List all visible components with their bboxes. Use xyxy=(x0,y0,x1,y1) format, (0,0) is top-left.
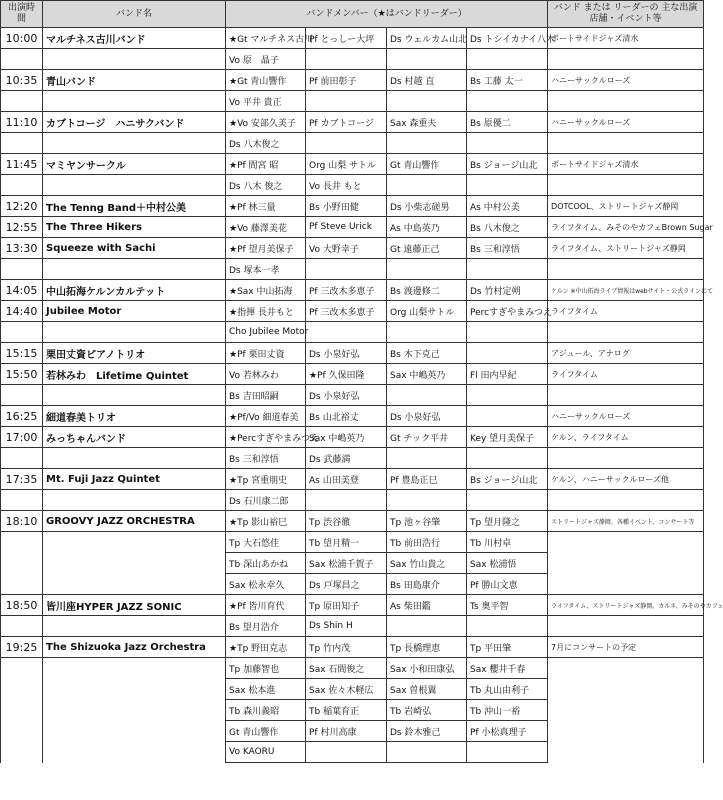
member-cell: Tb 前田浩行 xyxy=(387,532,467,553)
time-cell: 16:25 xyxy=(1,406,43,427)
member-cell: Sax 松浦千賀子 xyxy=(306,553,387,574)
member-cell: Sax 松浦悟 xyxy=(467,553,548,574)
time-cell xyxy=(1,553,43,574)
time-cell xyxy=(1,679,43,700)
venue-cell: ポートサイドジャズ清水 xyxy=(548,28,704,49)
member-cell: ★Pf 間宮 昭 xyxy=(226,154,306,175)
member-cell: Bs 三和淳悟 xyxy=(226,448,306,469)
member-cell: ★Pf 栗田丈資 xyxy=(226,343,306,364)
member-cell xyxy=(387,322,467,343)
member-cell: Sax 石間俊之 xyxy=(306,658,387,679)
table-row xyxy=(1,448,704,469)
member-cell: Sax 櫻井千春 xyxy=(467,658,548,679)
member-cell: Ds 小柴志磋男 xyxy=(387,196,467,217)
member-cell: Bs 八木俊之 xyxy=(467,217,548,238)
table-row xyxy=(1,511,704,532)
member-cell xyxy=(467,49,548,70)
band-name-cell xyxy=(43,175,226,196)
member-cell: ★指揮 長井もと xyxy=(226,301,306,322)
time-cell xyxy=(1,658,43,679)
band-name-cell xyxy=(43,574,226,595)
table-row xyxy=(1,280,704,301)
band-name-cell: マルチネス古川バンド xyxy=(43,28,226,49)
time-cell: 17:00 xyxy=(1,427,43,448)
venue-cell: ハニーサックルローズ xyxy=(548,70,704,91)
member-cell xyxy=(387,742,467,763)
band-name-cell: カブトコージ ハニサクバンド xyxy=(43,112,226,133)
member-cell: ★Tp 野田克志 xyxy=(226,637,306,658)
time-cell: 10:00 xyxy=(1,28,43,49)
member-cell: ★Sax 中山拓海 xyxy=(226,280,306,301)
member-cell: ★Pf 望月美保子 xyxy=(226,238,306,259)
venue-cell: ライフタイム、ストリートジャズ静岡、カルネ、みそのやカフェ xyxy=(548,595,704,616)
member-cell: Org 山梨 サトル xyxy=(306,154,387,175)
time-cell: 15:50 xyxy=(1,364,43,385)
member-cell: Ds 石川康二郎 xyxy=(226,490,306,511)
member-cell: Ds 塚本一孝 xyxy=(226,259,306,280)
table-row xyxy=(1,553,704,574)
member-cell: Bs 望月浩介 xyxy=(226,616,306,637)
member-cell: Bs 田島康介 xyxy=(387,574,467,595)
member-cell xyxy=(306,91,387,112)
venue-cell: ケルン ※中山拓海ライブ情報はwebサイト・公式ラインにて xyxy=(548,280,704,301)
time-cell: 11:45 xyxy=(1,154,43,175)
member-cell xyxy=(306,259,387,280)
table-row xyxy=(1,700,704,721)
venue-cell xyxy=(548,574,704,595)
member-cell xyxy=(467,322,548,343)
band-name-cell: Mt. Fuji Jazz Quintet xyxy=(43,469,226,490)
member-cell xyxy=(387,616,467,637)
time-cell xyxy=(1,532,43,553)
member-cell xyxy=(467,259,548,280)
member-cell: ★Gt マルチネス古川 xyxy=(226,28,306,49)
member-cell: Tp 平田肇 xyxy=(467,637,548,658)
member-cell xyxy=(467,742,548,763)
member-cell: As 山田美登 xyxy=(306,469,387,490)
member-cell: Tp 大石悠佳 xyxy=(226,532,306,553)
time-cell xyxy=(1,574,43,595)
member-cell: Ds ウェルカム山北 xyxy=(387,28,467,49)
member-cell xyxy=(467,448,548,469)
band-name-cell: 皆川座HYPER JAZZ SONIC xyxy=(43,595,226,616)
member-cell: Pf 前田彰子 xyxy=(306,70,387,91)
member-cell: Pf 勝山文恵 xyxy=(467,574,548,595)
member-cell xyxy=(387,448,467,469)
member-cell xyxy=(467,91,548,112)
time-cell: 15:15 xyxy=(1,343,43,364)
member-cell: Ds 八木俊之 xyxy=(226,133,306,154)
band-name-cell xyxy=(43,721,226,742)
venue-cell: ハニーサックルローズ xyxy=(548,406,704,427)
member-cell: ★Tp 影山裕巳 xyxy=(226,511,306,532)
member-cell: Tb 稲葉育正 xyxy=(306,700,387,721)
venue-cell xyxy=(548,532,704,553)
member-cell: Sax 竹山貴之 xyxy=(387,553,467,574)
table-row xyxy=(1,175,704,196)
table-row xyxy=(1,658,704,679)
table-row xyxy=(1,490,704,511)
venue-cell xyxy=(548,721,704,742)
members-header: バンドメンバー（★はバンドリーダー） xyxy=(226,1,548,28)
member-cell: Sax 佐々木軽広 xyxy=(306,679,387,700)
member-cell: Fl 田内早紀 xyxy=(467,364,548,385)
member-cell xyxy=(387,490,467,511)
time-cell: 19:25 xyxy=(1,637,43,658)
member-cell: Ds 小泉好弘 xyxy=(387,406,467,427)
member-cell: Bs ジョージ山北 xyxy=(467,154,548,175)
table-row xyxy=(1,364,704,385)
member-cell: Pf 三改木多恵子 xyxy=(306,280,387,301)
member-cell: Gt 遠藤正己 xyxy=(387,238,467,259)
venue-cell xyxy=(548,91,704,112)
member-cell: Sax 森重夫 xyxy=(387,112,467,133)
band-name-cell xyxy=(43,133,226,154)
member-cell xyxy=(467,406,548,427)
schedule-body xyxy=(1,28,723,763)
table-row xyxy=(1,679,704,700)
venue-cell xyxy=(548,490,704,511)
member-cell xyxy=(306,490,387,511)
venue-cell: アジュール、アナログ xyxy=(548,343,704,364)
table-row xyxy=(1,70,704,91)
member-cell: ★Percすぎやまみつえ xyxy=(226,427,306,448)
member-cell: Tb 望月精一 xyxy=(306,532,387,553)
band-name-cell: みっちゃんバンド xyxy=(43,427,226,448)
member-cell: Vo 原 晶子 xyxy=(226,49,306,70)
band-name-cell: 細道春美トリオ xyxy=(43,406,226,427)
band-name-cell xyxy=(43,742,226,763)
venue-cell xyxy=(548,322,704,343)
table-row xyxy=(1,469,704,490)
time-cell: 10:35 xyxy=(1,70,43,91)
member-cell: Vo 平井 貴正 xyxy=(226,91,306,112)
member-cell xyxy=(306,49,387,70)
table-row xyxy=(1,637,704,658)
member-cell: Bs 渡邊修二 xyxy=(387,280,467,301)
member-cell: Sax 曽根翼 xyxy=(387,679,467,700)
member-cell: ★Pf 久保田隆 xyxy=(306,364,387,385)
member-cell: Ds 竹村定朔 xyxy=(467,280,548,301)
venue-cell: ケルン、ライフタイム xyxy=(548,427,704,448)
table-row xyxy=(1,742,704,763)
member-cell: Bs 三和淳悟 xyxy=(467,238,548,259)
member-cell: Bs 工藤 太一 xyxy=(467,70,548,91)
venue-header: バンド または リーダーの 主な出演店舗・イベント等 xyxy=(548,1,704,28)
member-cell: Pf 豊島正巳 xyxy=(387,469,467,490)
time-cell: 14:05 xyxy=(1,280,43,301)
time-cell: 11:10 xyxy=(1,112,43,133)
time-cell xyxy=(1,721,43,742)
venue-cell xyxy=(548,553,704,574)
member-cell xyxy=(387,175,467,196)
table-row xyxy=(1,112,704,133)
member-cell: Ds 村越 直 xyxy=(387,70,467,91)
table-row xyxy=(1,406,704,427)
member-cell xyxy=(387,133,467,154)
member-cell: Bs 原優二 xyxy=(467,112,548,133)
member-cell: Ds 小泉好弘 xyxy=(306,343,387,364)
band-name-cell xyxy=(43,532,226,553)
table-row xyxy=(1,238,704,259)
member-cell: Vo 大野幸子 xyxy=(306,238,387,259)
time-cell xyxy=(1,448,43,469)
member-cell xyxy=(306,133,387,154)
time-cell xyxy=(1,259,43,280)
venue-cell: DOTCOOL、ストリートジャズ静岡 xyxy=(548,196,704,217)
band-name-cell: マミヤンサークル xyxy=(43,154,226,175)
band-name-cell: 若林みわ Lifetime Quintet xyxy=(43,364,226,385)
time-cell: 13:30 xyxy=(1,238,43,259)
venue-cell: ライフタイム xyxy=(548,364,704,385)
venue-cell xyxy=(548,385,704,406)
venue-cell xyxy=(548,679,704,700)
member-cell: Tp 長橋理恵 xyxy=(387,637,467,658)
time-cell xyxy=(1,385,43,406)
venue-cell xyxy=(548,700,704,721)
member-cell: ★Pf 皆川育代 xyxy=(226,595,306,616)
member-cell: Bs 山北裕丈 xyxy=(306,406,387,427)
venue-cell xyxy=(548,175,704,196)
member-cell: Ts 奥平智 xyxy=(467,595,548,616)
member-cell: Tb 岩崎弘 xyxy=(387,700,467,721)
band-name-cell: GROOVY JAZZ ORCHESTRA xyxy=(43,511,226,532)
venue-cell: ポートサイドジャズ清水 xyxy=(548,154,704,175)
member-cell: ★Pf 林三量 xyxy=(226,196,306,217)
table-row xyxy=(1,259,704,280)
band-name-cell xyxy=(43,679,226,700)
member-cell xyxy=(387,91,467,112)
band-name-cell: The Shizuoka Jazz Orchestra xyxy=(43,637,226,658)
band-name-cell xyxy=(43,490,226,511)
band-name-cell xyxy=(43,259,226,280)
time-cell xyxy=(1,322,43,343)
venue-cell: ライフタイム xyxy=(548,301,704,322)
member-cell: Pf 三改木多恵子 xyxy=(306,301,387,322)
member-cell: Vo 若林みわ xyxy=(226,364,306,385)
time-cell: 18:50 xyxy=(1,595,43,616)
band-name-cell xyxy=(43,49,226,70)
member-cell: Pf 小松真理子 xyxy=(467,721,548,742)
member-cell xyxy=(306,742,387,763)
member-cell: ★Vo 藤澤美花 xyxy=(226,217,306,238)
band-name-cell: Jubilee Motor xyxy=(43,301,226,322)
table-row xyxy=(1,301,704,322)
venue-cell xyxy=(548,658,704,679)
member-cell: Vo 長井 もと xyxy=(306,175,387,196)
time-cell: 18:10 xyxy=(1,511,43,532)
member-cell: As 中村公美 xyxy=(467,196,548,217)
member-cell: Vo KAORU xyxy=(226,742,306,763)
table-row xyxy=(1,574,704,595)
venue-cell xyxy=(548,133,704,154)
time-header: 出演時間 xyxy=(1,1,43,28)
member-cell: Tb 沖山一裕 xyxy=(467,700,548,721)
time-cell xyxy=(1,175,43,196)
member-cell: Tp 加藤智也 xyxy=(226,658,306,679)
table-row xyxy=(1,385,704,406)
venue-cell xyxy=(548,616,704,637)
table-row xyxy=(1,91,704,112)
member-cell: Key 望月美保子 xyxy=(467,427,548,448)
member-cell: Cho Jubilee Motor xyxy=(226,322,306,343)
member-cell: Gt チック平井 xyxy=(387,427,467,448)
band-name-cell xyxy=(43,700,226,721)
band-name-cell xyxy=(43,658,226,679)
venue-cell: ストリートジャズ静岡、各種イベント、コンサート等 xyxy=(548,511,704,532)
venue-cell: ライフタイム、みそのやカフェBrown Sugar xyxy=(548,217,704,238)
member-cell: Tp 望月隆之 xyxy=(467,511,548,532)
member-cell: Pf とっしー大坪 xyxy=(306,28,387,49)
member-cell: Tp 渋谷徹 xyxy=(306,511,387,532)
member-cell: Sax 小和田康弘 xyxy=(387,658,467,679)
member-cell: ★Vo 安部久美子 xyxy=(226,112,306,133)
venue-cell xyxy=(548,49,704,70)
member-cell: Ds 八木 俊之 xyxy=(226,175,306,196)
member-cell: Gt 青山響作 xyxy=(226,721,306,742)
time-cell: 17:35 xyxy=(1,469,43,490)
time-cell xyxy=(1,742,43,763)
table-row xyxy=(1,427,704,448)
member-cell: Tp 原田知子 xyxy=(306,595,387,616)
member-cell xyxy=(387,385,467,406)
member-cell: Tb 川村卓 xyxy=(467,532,548,553)
table-row xyxy=(1,595,704,616)
venue-cell xyxy=(548,259,704,280)
band-name-cell xyxy=(43,91,226,112)
member-cell: As 柴田鑑 xyxy=(387,595,467,616)
member-cell: Pf Steve Urick xyxy=(306,217,387,238)
member-cell: Ds 小泉好弘 xyxy=(306,385,387,406)
band-name-cell xyxy=(43,322,226,343)
member-cell: Org 山梨サトル xyxy=(387,301,467,322)
member-cell: Pf 村川高康 xyxy=(306,721,387,742)
member-cell: ★Tp 宮重朋史 xyxy=(226,469,306,490)
member-cell: Bs ジョージ山北 xyxy=(467,469,548,490)
member-cell: Tb 森川義昭 xyxy=(226,700,306,721)
time-cell xyxy=(1,49,43,70)
member-cell: Bs 木下克己 xyxy=(387,343,467,364)
member-cell: Gt 青山響作 xyxy=(387,154,467,175)
band-name-cell: The Tenng Band＋中村公美 xyxy=(43,196,226,217)
venue-cell: ケルン、ハニーサックルローズ他 xyxy=(548,469,704,490)
member-cell: ★Gt 青山響作 xyxy=(226,70,306,91)
table-row xyxy=(1,196,704,217)
band-name-cell: The Three Hikers xyxy=(43,217,226,238)
table-row xyxy=(1,343,704,364)
venue-cell: 7月にコンサートの予定 xyxy=(548,637,704,658)
time-cell xyxy=(1,700,43,721)
member-cell: Ds 武藤満 xyxy=(306,448,387,469)
member-cell xyxy=(387,49,467,70)
band-name-cell: 中山拓海ケルンカルテット xyxy=(43,280,226,301)
member-cell: Pf カブトコージ xyxy=(306,112,387,133)
band-name-cell xyxy=(43,616,226,637)
member-cell: Ds 鈴木雅己 xyxy=(387,721,467,742)
member-cell xyxy=(387,259,467,280)
band-name-cell xyxy=(43,448,226,469)
member-cell: Sax 中嶋英乃 xyxy=(387,364,467,385)
table-row xyxy=(1,721,704,742)
member-cell: As 中島英乃 xyxy=(387,217,467,238)
member-cell: Bs 吉田昭嗣 xyxy=(226,385,306,406)
venue-cell: ハニーサックルローズ xyxy=(548,112,704,133)
member-cell xyxy=(467,616,548,637)
table-row xyxy=(1,133,704,154)
member-cell: ★Pf/Vo 細道春美 xyxy=(226,406,306,427)
band-name-cell: Squeeze with Sachi xyxy=(43,238,226,259)
table-row xyxy=(1,532,704,553)
member-cell xyxy=(306,322,387,343)
time-cell xyxy=(1,616,43,637)
table-row xyxy=(1,49,704,70)
time-cell xyxy=(1,91,43,112)
band-name-cell xyxy=(43,553,226,574)
venue-cell: ライフタイム、ストリートジャズ静岡 xyxy=(548,238,704,259)
band-name-cell: 栗田丈資ピアノトリオ xyxy=(43,343,226,364)
member-cell: Ds トシイカナイ八木 xyxy=(467,28,548,49)
member-cell: Sax 松本進 xyxy=(226,679,306,700)
venue-cell xyxy=(548,448,704,469)
time-cell xyxy=(1,133,43,154)
member-cell xyxy=(467,385,548,406)
member-cell: Ds 戸塚昌之 xyxy=(306,574,387,595)
member-cell: Sax 松永幸久 xyxy=(226,574,306,595)
member-cell: Tp 竹内茂 xyxy=(306,637,387,658)
time-cell xyxy=(1,490,43,511)
band-header: バンド名 xyxy=(43,1,226,28)
band-name-cell xyxy=(43,385,226,406)
member-cell: Sax 中嶋英乃 xyxy=(306,427,387,448)
time-cell: 14:40 xyxy=(1,301,43,322)
table-row xyxy=(1,616,704,637)
table-row xyxy=(1,154,704,175)
time-cell: 12:20 xyxy=(1,196,43,217)
member-cell: Tb 深山あかね xyxy=(226,553,306,574)
member-cell xyxy=(467,133,548,154)
member-cell: Percすぎやまみつえ xyxy=(467,301,548,322)
header-row xyxy=(1,1,704,28)
venue-cell xyxy=(548,742,704,763)
table-row xyxy=(1,28,704,49)
member-cell: Tp 池ヶ谷肇 xyxy=(387,511,467,532)
table-row xyxy=(1,217,704,238)
member-cell xyxy=(467,490,548,511)
member-cell xyxy=(467,175,548,196)
table-row xyxy=(1,322,704,343)
member-cell: Ds Shin H xyxy=(306,616,387,637)
member-cell: Tb 丸山由利子 xyxy=(467,679,548,700)
band-name-cell: 青山バンド xyxy=(43,70,226,91)
member-cell: Bs 小野田健 xyxy=(306,196,387,217)
time-cell: 12:55 xyxy=(1,217,43,238)
member-cell xyxy=(467,343,548,364)
